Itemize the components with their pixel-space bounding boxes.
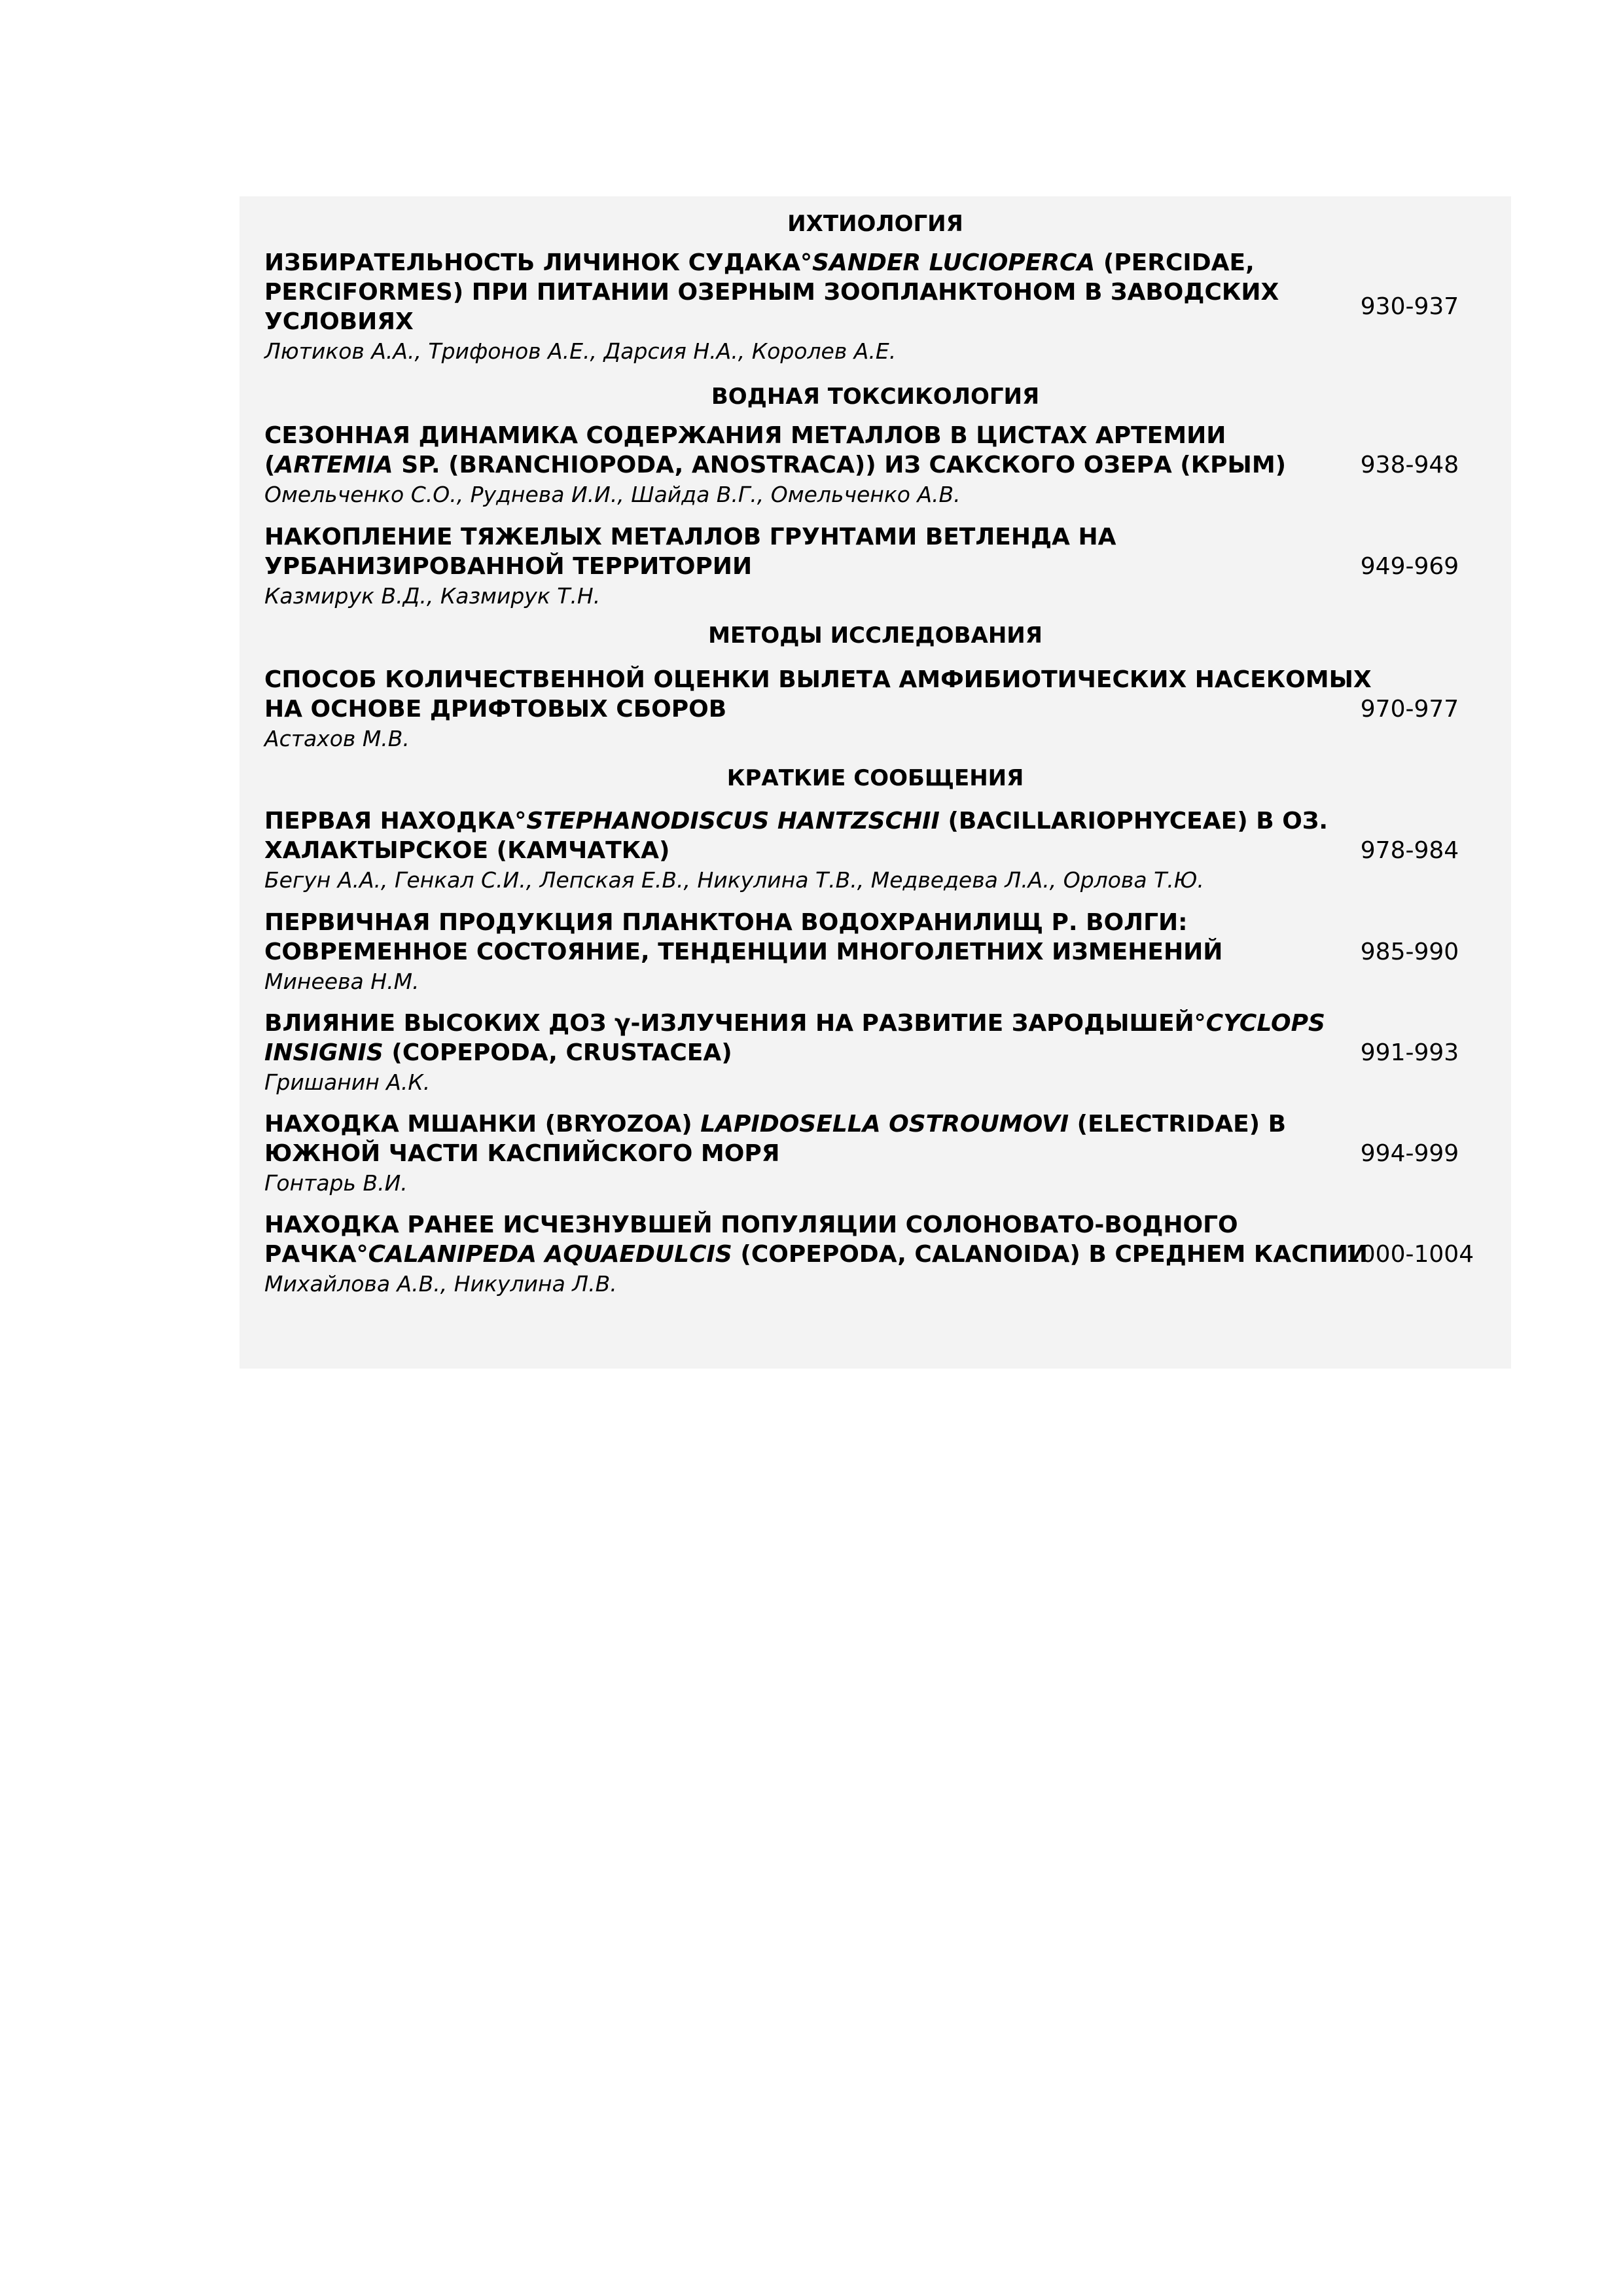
- entry-authors: Гришанин А.К.: [264, 1069, 431, 1095]
- title-line: НАХОДКА МШАНКИ (BRYOZOA) LAPIDOSELLA OSTROUMOVI (ELECTRIDAE) В: [264, 1111, 1287, 1138]
- entry-authors: Михайлова А.В., Никулина Л.В.: [264, 1271, 617, 1297]
- title-line: ИЗБИРАТЕЛЬНОСТЬ ЛИЧИНОК СУДАКА°SANDER LUCIOPERCA (PERCIDAE,: [264, 249, 1255, 276]
- entry-title: [264, 1210, 1368, 1269]
- toc-entry-insect-emergence[interactable]: [264, 665, 1511, 753]
- entry-authors: Минеева Н.М.: [264, 969, 419, 994]
- entry-authors: Казмирук В.Д., Казмирук Т.Н.: [264, 583, 601, 609]
- title-line: НАКОПЛЕНИЕ ТЯЖЕЛЫХ МЕТАЛЛОВ ГРУНТАМИ ВЕТЛЕНДА НА: [264, 524, 1116, 550]
- section-heading-aquatic-toxicology: ВОДНАЯ ТОКСИКОЛОГИЯ: [711, 384, 1040, 410]
- entry-title: [264, 522, 1344, 581]
- entry-authors: Гонтарь В.И.: [264, 1170, 408, 1196]
- entry-pages: 938-948: [1360, 452, 1459, 478]
- species-name: CYCLOPS: [1205, 1010, 1325, 1037]
- entry-pages: 985-990: [1360, 939, 1459, 965]
- species-name: CALANIPEDA AQUAEDULCIS: [368, 1241, 732, 1268]
- title-line: ЮЖНОЙ ЧАСТИ КАСПИЙСКОГО МОРЯ: [264, 1140, 780, 1167]
- entry-title: [264, 421, 1344, 480]
- entry-pages: 970-977: [1360, 696, 1459, 723]
- entry-title: [264, 908, 1344, 967]
- entry-title: [264, 248, 1344, 336]
- entry-pages: 994-999: [1360, 1140, 1459, 1167]
- toc-entry-gamma-radiation[interactable]: [264, 1009, 1511, 1097]
- title-line: INSIGNIS (COPEPODA, CRUSTACEA): [264, 1039, 732, 1066]
- species-name: INSIGNIS: [264, 1039, 383, 1066]
- toc-entry-stephanodiscus[interactable]: [264, 806, 1511, 895]
- title-line: ХАЛАКТЫРСКОЕ (КАМЧАТКА): [264, 837, 670, 864]
- title-line: ВЛИЯНИЕ ВЫСОКИХ ДОЗ γ-ИЗЛУЧЕНИЯ НА РАЗВИТИЕ ЗАРОДЫШЕЙ°CYCLOPS: [264, 1010, 1325, 1037]
- toc-entry-larvae-selectivity[interactable]: [264, 248, 1511, 366]
- table-of-contents: [240, 196, 1511, 1369]
- title-line: УСЛОВИЯХ: [264, 308, 414, 335]
- entry-pages: 978-984: [1360, 837, 1459, 864]
- entry-pages: 930-937: [1360, 293, 1459, 320]
- toc-entry-bryozoa[interactable]: [264, 1109, 1511, 1198]
- section-heading-short-communications: КРАТКИЕ СООБЩЕНИЯ: [726, 765, 1024, 791]
- entry-title: [264, 806, 1344, 865]
- title-line: ПЕРВИЧНАЯ ПРОДУКЦИЯ ПЛАНКТОНА ВОДОХРАНИЛИЩ Р. ВОЛГИ:: [264, 909, 1188, 936]
- species-name: STEPHANODISCUS HANTZSCHII: [526, 808, 940, 834]
- toc-entry-calanipeda[interactable]: [264, 1210, 1511, 1299]
- title-line: СЕЗОННАЯ ДИНАМИКА СОДЕРЖАНИЯ МЕТАЛЛОВ В ЦИСТАХ АРТЕМИИ: [264, 422, 1226, 449]
- title-line: (ARTEMIA SP. (BRANCHIOPODA, ANOSTRACA)) ИЗ САКСКОГО ОЗЕРА (КРЫМ): [264, 452, 1287, 478]
- title-line: PERCIFORMES) ПРИ ПИТАНИИ ОЗЕРНЫМ ЗООПЛАНКТОНОМ В ЗАВОДСКИХ: [264, 279, 1279, 306]
- section-heading-research-methods: МЕТОДЫ ИССЛЕДОВАНИЯ: [708, 622, 1043, 649]
- title-line: СОВРЕМЕННОЕ СОСТОЯНИЕ, ТЕНДЕНЦИИ МНОГОЛЕТНИХ ИЗМЕНЕНИЙ: [264, 939, 1223, 965]
- species-name: SANDER LUCIOPERCA: [812, 249, 1096, 276]
- entry-authors: Омельченко С.О., Руднева И.И., Шайда В.Г., Омельченко А.В.: [264, 482, 961, 507]
- entry-pages: 949-969: [1360, 553, 1459, 580]
- title-line: ПЕРВАЯ НАХОДКА°STEPHANODISCUS HANTZSCHII (BACILLARIOPHYCEAE) В ОЗ.: [264, 808, 1329, 834]
- toc-entry-metals-artemia[interactable]: [264, 421, 1511, 509]
- species-name: LAPIDOSELLA OSTROUMOVI: [700, 1111, 1069, 1138]
- title-line: РАЧКА°CALANIPEDA AQUAEDULCIS (COPEPODA, CALANOIDA) В СРЕДНЕМ КАСПИИ: [264, 1241, 1368, 1268]
- entry-authors: Астахов М.В.: [264, 726, 410, 751]
- title-line: НАХОДКА РАНЕЕ ИСЧЕЗНУВШЕЙ ПОПУЛЯЦИИ СОЛОНОВАТО-ВОДНОГО: [264, 1211, 1238, 1238]
- entry-title: [264, 1109, 1344, 1168]
- species-name: ARTEMIA: [275, 452, 393, 478]
- title-line: НА ОСНОВЕ ДРИФТОВЫХ СБОРОВ: [264, 696, 727, 723]
- entry-pages: 991-993: [1360, 1039, 1459, 1066]
- entry-pages: 1000-1004: [1345, 1241, 1474, 1268]
- toc-entry-primary-production[interactable]: [264, 908, 1511, 996]
- title-line: СПОСОБ КОЛИЧЕСТВЕННОЙ ОЦЕНКИ ВЫЛЕТА АМФИБИОТИЧЕСКИХ НАСЕКОМЫХ: [264, 666, 1372, 693]
- entry-title: [264, 1009, 1344, 1067]
- entry-title: [264, 665, 1372, 724]
- entry-authors: Бегун А.А., Генкал С.И., Лепская Е.В., Никулина Т.В., Медведева Л.А., Орлова Т.Ю.: [264, 867, 1204, 893]
- title-line: УРБАНИЗИРОВАННОЙ ТЕРРИТОРИИ: [264, 553, 753, 580]
- toc-entry-heavy-metals-wetland[interactable]: [264, 522, 1511, 611]
- section-heading-ichthyology: ИХТИОЛОГИЯ: [787, 211, 963, 237]
- entry-authors: Лютиков А.А., Трифонов А.Е., Дарсия Н.А., Королев А.Е.: [264, 338, 897, 364]
